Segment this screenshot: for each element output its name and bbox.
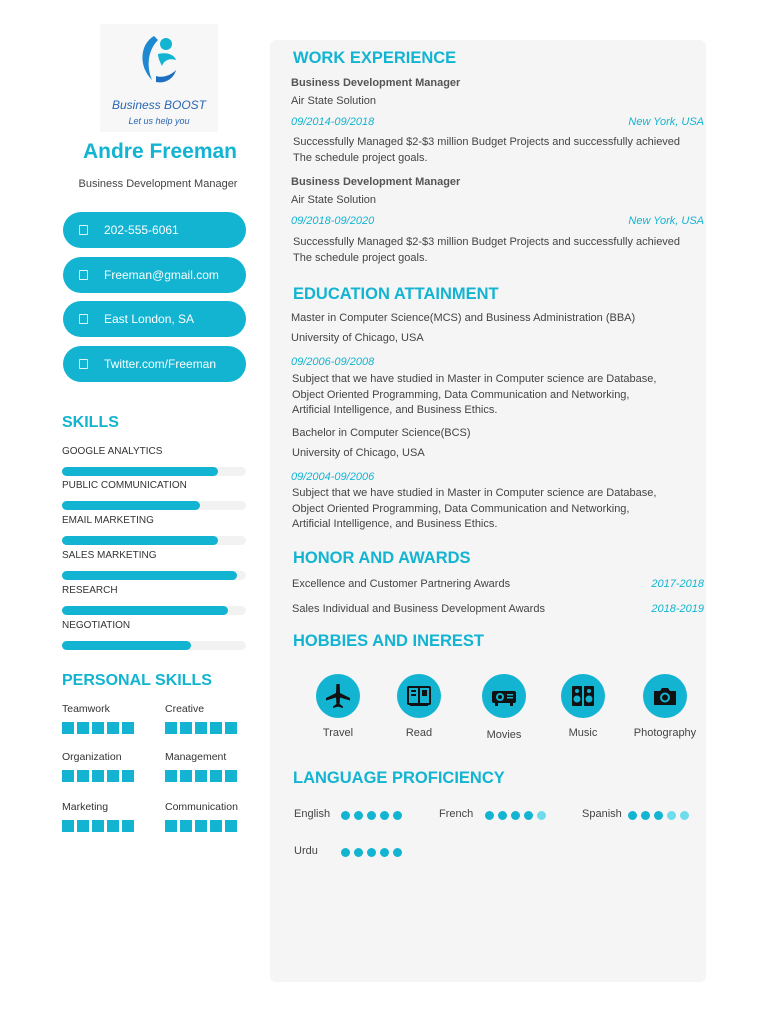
skill-label: NEGOTIATION	[62, 620, 131, 631]
language-rating	[341, 811, 402, 820]
job-dates: 09/2014-09/2018	[291, 116, 375, 128]
rating-dot	[367, 811, 376, 820]
skill-google-analytics	[62, 446, 246, 458]
rating-square	[92, 770, 104, 782]
language-name: French	[439, 808, 474, 820]
personal-skill-rating	[62, 770, 134, 782]
skill-label: GOOGLE ANALYTICS	[62, 446, 163, 457]
languages-heading: LANGUAGE PROFICIENCY	[293, 769, 505, 787]
rating-square	[225, 770, 237, 782]
personal-skill-label: Organization	[62, 751, 122, 763]
rating-square	[210, 722, 222, 734]
skill-bar-track	[62, 536, 246, 545]
location-icon	[79, 314, 88, 324]
person-name: Andre Freeman	[82, 140, 238, 163]
contact-location-text: East London, SA	[104, 312, 195, 326]
rating-dot	[511, 811, 520, 820]
job-company: Air State Solution	[291, 194, 376, 206]
rating-dot	[498, 811, 507, 820]
personal-skill-rating	[62, 820, 134, 832]
personal-skill-label: Teamwork	[62, 703, 110, 715]
education-description	[292, 486, 702, 533]
rating-square	[122, 820, 134, 832]
education-school: University of Chicago, USA	[292, 447, 425, 459]
rating-square	[77, 820, 89, 832]
language-french	[439, 808, 473, 820]
rating-square	[92, 722, 104, 734]
contact-location[interactable]	[63, 301, 246, 337]
skill-negotiation	[62, 620, 246, 632]
rating-square	[225, 820, 237, 832]
skills-heading: SKILLS	[62, 414, 119, 431]
rating-square	[180, 770, 192, 782]
skill-email-marketing	[62, 515, 246, 527]
job-location: New York, USA	[628, 116, 704, 128]
camera-icon	[643, 674, 687, 718]
email-icon	[79, 270, 88, 280]
contact-twitter[interactable]	[63, 346, 246, 382]
rating-square	[195, 820, 207, 832]
personal-skill-rating	[165, 820, 237, 832]
logo-figure-icon	[136, 32, 180, 88]
rating-square	[165, 770, 177, 782]
rating-dot	[393, 811, 402, 820]
rating-square	[210, 770, 222, 782]
airplane-icon	[316, 674, 360, 718]
personal-skill-rating	[165, 722, 237, 734]
skill-research	[62, 585, 246, 597]
language-name: Spanish	[582, 808, 622, 820]
rating-square	[77, 722, 89, 734]
skill-bar-fill	[62, 536, 218, 545]
rating-square	[107, 770, 119, 782]
rating-dot	[354, 811, 363, 820]
rating-square	[165, 820, 177, 832]
award-name: Excellence and Customer Partnering Awards	[292, 578, 511, 590]
skill-public-communication	[62, 480, 246, 492]
twitter-icon	[79, 359, 88, 369]
rating-square	[62, 820, 74, 832]
rating-dot	[628, 811, 637, 820]
language-name: English	[294, 808, 331, 820]
personal-skill-label: Management	[165, 751, 227, 763]
rating-dot	[393, 848, 402, 857]
logo-tagline: Let us help you	[128, 116, 190, 126]
rating-dot	[680, 811, 689, 820]
rating-dot	[641, 811, 650, 820]
skill-bar-track	[62, 467, 246, 476]
rating-dot	[654, 811, 663, 820]
skill-bar-fill	[62, 467, 218, 476]
education-degree: Master in Computer Science(MCS) and Business Administration (BBA)	[291, 312, 636, 324]
personal-skill-organization	[62, 751, 152, 764]
language-urdu	[294, 845, 318, 857]
education-description-line: Object Oriented Programming, Data Communication and Networking,	[292, 388, 630, 401]
education-degree: Bachelor in Computer Science(BCS)	[292, 427, 471, 439]
skill-label: EMAIL MARKETING	[62, 515, 154, 526]
education-description-line: Artificial Intelligence, and Business Ethics.	[292, 404, 498, 416]
logo-name: Business BOOST	[111, 98, 207, 112]
language-rating	[485, 811, 546, 820]
personal-skills-heading: PERSONAL SKILLS	[62, 672, 212, 689]
skill-label: RESEARCH	[62, 585, 118, 596]
job-description	[293, 135, 703, 166]
person-role: Business Development Manager	[78, 178, 238, 190]
skill-bar-track	[62, 641, 246, 650]
personal-skill-rating	[62, 722, 134, 734]
education-description-line: Object Oriented Programming, Data Communication and Networking,	[292, 502, 630, 515]
education-description-line: Artificial Intelligence, and Business Ethics.	[292, 518, 498, 530]
rating-square	[180, 820, 192, 832]
rating-dot	[537, 811, 546, 820]
contact-email[interactable]	[63, 257, 246, 293]
hobby-label: Movies	[486, 729, 522, 741]
job-title: Business Development Manager	[291, 77, 461, 89]
education-dates: 09/2004-09/2006	[291, 471, 375, 483]
contact-email-text: Freeman@gmail.com	[104, 268, 219, 282]
language-rating	[341, 848, 402, 857]
rating-square	[122, 770, 134, 782]
education-school: University of Chicago, USA	[291, 332, 424, 344]
language-spanish	[582, 808, 622, 820]
personal-skill-rating	[165, 770, 237, 782]
award-years: 2018-2019	[651, 603, 704, 615]
skill-bar-track	[62, 571, 246, 580]
rating-dot	[524, 811, 533, 820]
job-description-line: Successfully Managed $2-$3 million Budget Projects and successfully achieved	[293, 136, 681, 148]
rating-square	[195, 770, 207, 782]
rating-square	[92, 820, 104, 832]
award-name: Sales Individual and Business Development Awards	[292, 603, 545, 615]
rating-square	[122, 722, 134, 734]
personal-skill-communication	[165, 801, 255, 814]
education-description	[292, 372, 702, 419]
contact-phone-text: 202-555-6061	[104, 223, 179, 237]
personal-skill-label: Communication	[165, 801, 238, 813]
hobby-movies	[464, 674, 544, 741]
rating-square	[107, 722, 119, 734]
skill-label: SALES MARKETING	[62, 550, 157, 561]
hobbies-heading: HOBBIES AND INEREST	[293, 632, 484, 650]
speakers-icon	[561, 674, 605, 718]
awards-heading: HONOR AND AWARDS	[293, 549, 471, 567]
award-years: 2017-2018	[651, 578, 704, 590]
job-description-line: The schedule project goals.	[293, 251, 428, 264]
rating-square	[225, 722, 237, 734]
phone-icon	[79, 225, 88, 235]
rating-square	[180, 722, 192, 734]
rating-dot	[380, 811, 389, 820]
language-rating	[628, 811, 689, 820]
book-icon	[397, 674, 441, 718]
rating-square	[62, 770, 74, 782]
rating-dot	[380, 848, 389, 857]
education-description-line: Subject that we have studied in Master in Computer science are Database,	[292, 373, 657, 385]
personal-skill-label: Marketing	[62, 801, 109, 813]
rating-dot	[485, 811, 494, 820]
job-description	[293, 235, 703, 266]
education-dates: 09/2006-09/2008	[291, 356, 375, 368]
hobby-music	[543, 674, 623, 739]
company-logo	[100, 24, 218, 132]
job-dates: 09/2018-09/2020	[291, 215, 375, 227]
job-title: Business Development Manager	[291, 176, 461, 188]
personal-skill-label: Creative	[165, 703, 205, 715]
skill-bar-fill	[62, 501, 200, 510]
rating-square	[165, 722, 177, 734]
education-description-line: Subject that we have studied in Master in Computer science are Database,	[292, 487, 657, 499]
rating-square	[210, 820, 222, 832]
rating-dot	[367, 848, 376, 857]
personal-skill-management	[165, 751, 255, 764]
skill-bar-fill	[62, 571, 237, 580]
skill-bar-track	[62, 501, 246, 510]
personal-skill-creative	[165, 703, 255, 716]
rating-dot	[341, 811, 350, 820]
language-name: Urdu	[294, 845, 318, 857]
education-heading: EDUCATION ATTAINMENT	[293, 285, 499, 303]
skill-bar-fill	[62, 606, 228, 615]
rating-dot	[354, 848, 363, 857]
language-english	[294, 808, 330, 820]
skill-label: PUBLIC COMMUNICATION	[62, 480, 187, 491]
skill-bar-fill	[62, 641, 191, 650]
job-description-line: Successfully Managed $2-$3 million Budget Projects and successfully achieved	[293, 236, 681, 248]
rating-dot	[667, 811, 676, 820]
contact-twitter-text: Twitter.com/Freeman	[104, 357, 217, 371]
hobby-label: Travel	[322, 727, 354, 739]
rating-dot	[341, 848, 350, 857]
hobby-read	[379, 674, 459, 739]
contact-phone[interactable]	[63, 212, 246, 248]
projector-icon	[482, 674, 526, 718]
work-heading: WORK EXPERIENCE	[293, 49, 457, 67]
rating-square	[107, 820, 119, 832]
rating-square	[62, 722, 74, 734]
personal-skill-marketing	[62, 801, 152, 814]
rating-square	[195, 722, 207, 734]
hobby-label: Music	[568, 727, 598, 739]
job-company: Air State Solution	[291, 95, 376, 107]
hobby-photography	[625, 674, 705, 739]
hobby-label: Photography	[633, 727, 697, 739]
skill-bar-track	[62, 606, 246, 615]
hobby-travel	[298, 674, 378, 739]
hobby-label: Read	[405, 727, 433, 739]
rating-square	[77, 770, 89, 782]
job-description-line: The schedule project goals.	[293, 151, 428, 164]
job-location: New York, USA	[628, 215, 704, 227]
skill-sales-marketing	[62, 550, 246, 562]
personal-skill-teamwork	[62, 703, 152, 716]
